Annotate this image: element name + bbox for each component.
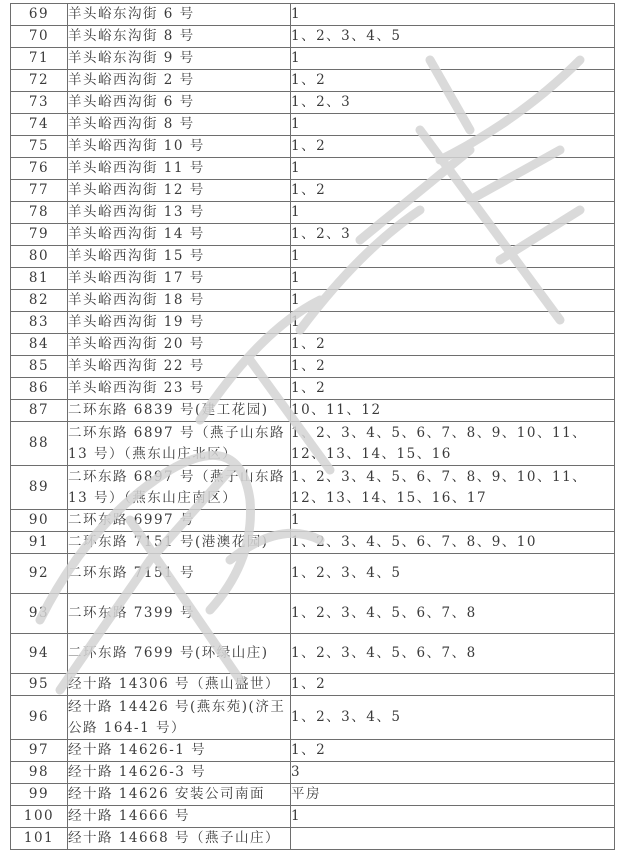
table-row: [11, 48, 615, 70]
table-row: [11, 268, 615, 290]
address-building-table: [10, 3, 615, 850]
table-row: [11, 634, 615, 674]
address-cell: 经十路 14668 号（燕子山庄）: [68, 828, 291, 850]
building-numbers-cell: 1、2、3: [291, 224, 615, 246]
address-cell: 经十路 14626-1 号: [68, 740, 291, 762]
building-numbers-cell: 1、2: [291, 356, 615, 378]
row-number: 81: [11, 268, 68, 290]
row-number: 92: [11, 554, 68, 594]
table-row: [11, 202, 615, 224]
building-numbers-cell: 1: [291, 158, 615, 180]
row-number: 84: [11, 334, 68, 356]
building-numbers-cell: 1、2: [291, 378, 615, 400]
row-number: 96: [11, 696, 68, 740]
address-cell: 经十路 14306 号（燕山盛世）: [68, 674, 291, 696]
table-row: [11, 92, 615, 114]
address-cell: 羊头峪西沟街 8 号: [68, 114, 291, 136]
building-numbers-cell: 1: [291, 290, 615, 312]
row-number: 74: [11, 114, 68, 136]
address-cell: 羊头峪西沟街 18 号: [68, 290, 291, 312]
table-row: [11, 158, 615, 180]
building-numbers-cell: 1: [291, 114, 615, 136]
address-cell: 羊头峪东沟街 9 号: [68, 48, 291, 70]
address-cell: 二环东路 7699 号(环绿山庄): [68, 634, 291, 674]
row-number: 71: [11, 48, 68, 70]
table-row: [11, 806, 615, 828]
row-number: 73: [11, 92, 68, 114]
address-cell: 羊头峪西沟街 10 号: [68, 136, 291, 158]
row-number: 83: [11, 312, 68, 334]
building-numbers-cell: 1: [291, 312, 615, 334]
address-cell: 羊头峪西沟街 19 号: [68, 312, 291, 334]
table-row: [11, 510, 615, 532]
row-number: 76: [11, 158, 68, 180]
row-number: 97: [11, 740, 68, 762]
address-cell: 二环东路 6897 号（燕子山东路 13 号）（燕东山庄北区）: [68, 422, 291, 466]
address-cell: 经十路 14626 安装公司南面: [68, 784, 291, 806]
building-numbers-cell: 1: [291, 4, 615, 26]
row-number: 85: [11, 356, 68, 378]
table-row: [11, 696, 615, 740]
row-number: 69: [11, 4, 68, 26]
row-number: 93: [11, 594, 68, 634]
building-numbers-cell: 1、2: [291, 180, 615, 202]
building-numbers-cell: 1: [291, 246, 615, 268]
building-numbers-cell: 1、2、3、4、5、6、7、8、9、10、11、12、13、14、15、16、17: [291, 466, 615, 510]
table-row: [11, 740, 615, 762]
table-row: [11, 784, 615, 806]
table-row: [11, 334, 615, 356]
address-cell: 经十路 14626-3 号: [68, 762, 291, 784]
row-number: 98: [11, 762, 68, 784]
row-number: 86: [11, 378, 68, 400]
address-cell: 二环东路 6997 号: [68, 510, 291, 532]
table-row: [11, 312, 615, 334]
table-row: [11, 70, 615, 92]
building-numbers-cell: 1、2、3、4、5、6、7、8: [291, 594, 615, 634]
building-numbers-cell: 1: [291, 202, 615, 224]
building-numbers-cell: 1、2、3、4、5: [291, 696, 615, 740]
building-numbers-cell: 1、2、3、4、5: [291, 554, 615, 594]
building-numbers-cell: 1、2: [291, 334, 615, 356]
building-numbers-cell: 3: [291, 762, 615, 784]
table-row: [11, 466, 615, 510]
address-cell: 经十路 14666 号: [68, 806, 291, 828]
row-number: 88: [11, 422, 68, 466]
building-numbers-cell: 1、2: [291, 136, 615, 158]
row-number: 82: [11, 290, 68, 312]
address-cell: 羊头峪西沟街 17 号: [68, 268, 291, 290]
address-cell: 羊头峪西沟街 6 号: [68, 92, 291, 114]
row-number: 80: [11, 246, 68, 268]
table-row: [11, 378, 615, 400]
table-row: [11, 26, 615, 48]
address-cell: 二环东路 6897 号（燕子山东路 13 号）（燕东山庄南区）: [68, 466, 291, 510]
table-row: [11, 136, 615, 158]
building-numbers-cell: 1、2、3: [291, 92, 615, 114]
address-cell: 二环东路 7399 号: [68, 594, 291, 634]
building-numbers-cell: 1、2、3、4、5、6、7、8: [291, 634, 615, 674]
row-number: 100: [11, 806, 68, 828]
building-numbers-cell: 平房: [291, 784, 615, 806]
table-row: [11, 224, 615, 246]
row-number: 89: [11, 466, 68, 510]
table-row: [11, 400, 615, 422]
address-cell: 羊头峪西沟街 22 号: [68, 356, 291, 378]
address-cell: 羊头峪西沟街 12 号: [68, 180, 291, 202]
address-cell: 经十路 14426 号(燕东苑)(济王公路 164-1 号）: [68, 696, 291, 740]
row-number: 78: [11, 202, 68, 224]
row-number: 77: [11, 180, 68, 202]
address-cell: 羊头峪西沟街 20 号: [68, 334, 291, 356]
table-row: [11, 554, 615, 594]
row-number: 75: [11, 136, 68, 158]
address-cell: 羊头峪西沟街 11 号: [68, 158, 291, 180]
row-number: 72: [11, 70, 68, 92]
row-number: 90: [11, 510, 68, 532]
table-row: [11, 246, 615, 268]
building-numbers-cell: 1、2、3、4、5: [291, 26, 615, 48]
table-row: [11, 532, 615, 554]
address-cell: 二环东路 7151 号(港澳花园): [68, 532, 291, 554]
building-numbers-cell: 1、2: [291, 70, 615, 92]
building-numbers-cell: 1: [291, 806, 615, 828]
row-number: 94: [11, 634, 68, 674]
address-cell: 羊头峪东沟街 6 号: [68, 4, 291, 26]
table-row: [11, 290, 615, 312]
building-numbers-cell: [291, 828, 615, 850]
row-number: 91: [11, 532, 68, 554]
address-cell: 羊头峪西沟街 15 号: [68, 246, 291, 268]
table-row: [11, 356, 615, 378]
row-number: 99: [11, 784, 68, 806]
address-cell: 二环东路 6839 号(建工花园): [68, 400, 291, 422]
table-row: [11, 180, 615, 202]
building-numbers-cell: 1、2、3、4、5、6、7、8、9、10: [291, 532, 615, 554]
building-numbers-cell: 1、2: [291, 674, 615, 696]
building-numbers-cell: 1、2: [291, 740, 615, 762]
address-cell: 羊头峪东沟街 8 号: [68, 26, 291, 48]
building-numbers-cell: 10、11、12: [291, 400, 615, 422]
address-cell: 羊头峪西沟街 13 号: [68, 202, 291, 224]
row-number: 70: [11, 26, 68, 48]
table-row: [11, 114, 615, 136]
building-numbers-cell: 1: [291, 48, 615, 70]
table-row: [11, 828, 615, 850]
table-row: [11, 422, 615, 466]
address-cell: 羊头峪西沟街 23 号: [68, 378, 291, 400]
table-row: [11, 594, 615, 634]
table-row: [11, 4, 615, 26]
row-number: 87: [11, 400, 68, 422]
building-numbers-cell: 1: [291, 268, 615, 290]
table-row: [11, 762, 615, 784]
address-cell: 羊头峪西沟街 14 号: [68, 224, 291, 246]
address-cell: 羊头峪西沟街 2 号: [68, 70, 291, 92]
building-numbers-cell: 1: [291, 510, 615, 532]
table-row: [11, 674, 615, 696]
row-number: 95: [11, 674, 68, 696]
table-body: [11, 4, 615, 850]
address-cell: 二环东路 7151 号: [68, 554, 291, 594]
row-number: 79: [11, 224, 68, 246]
row-number: 101: [11, 828, 68, 850]
building-numbers-cell: 1、2、3、4、5、6、7、8、9、10、11、12、13、14、15、16: [291, 422, 615, 466]
